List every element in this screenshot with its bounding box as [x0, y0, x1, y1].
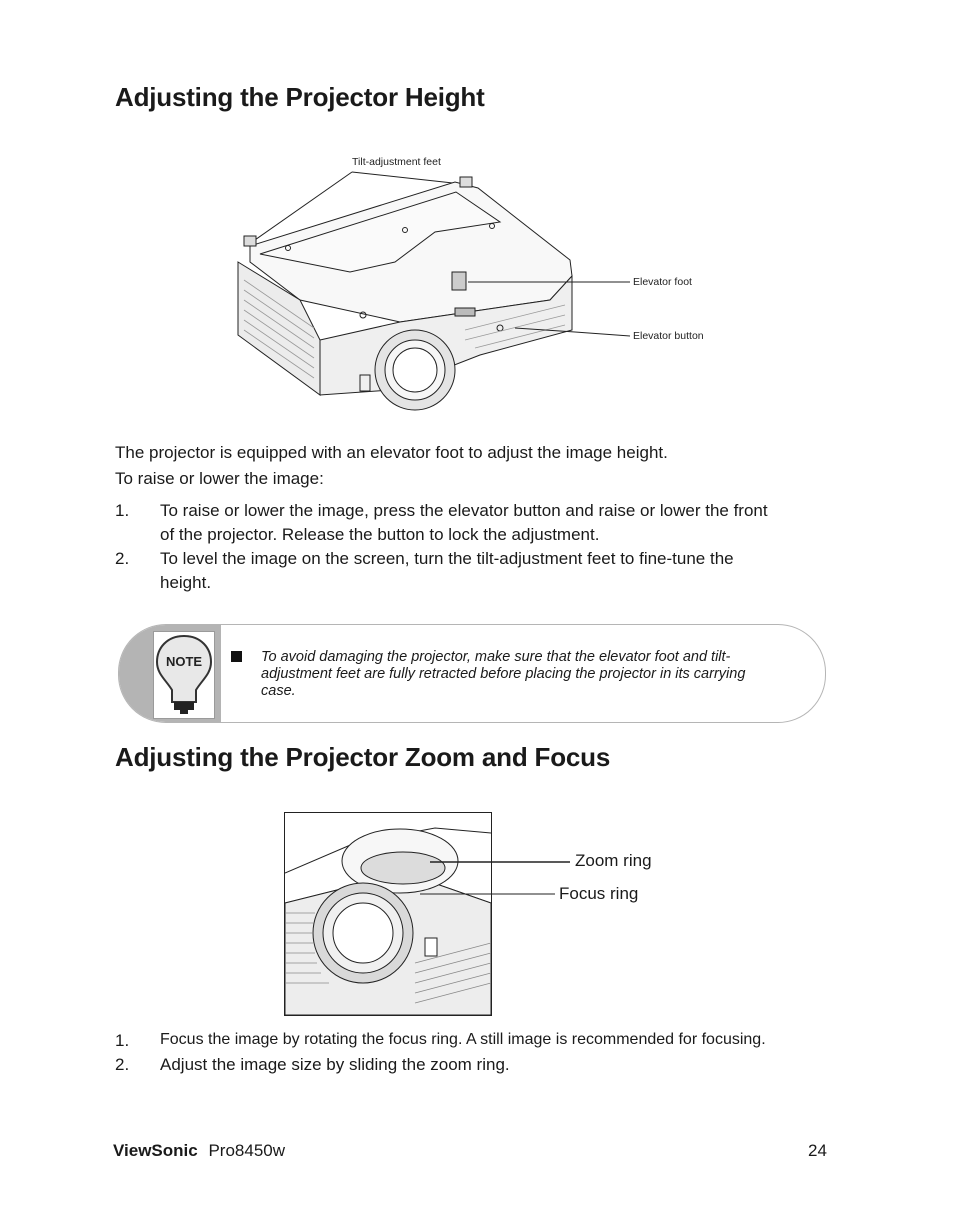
- step-text: To level the image on the screen, turn the tilt-adjustment feet to fine-tune the: [160, 549, 734, 568]
- note-badge-text: NOTE: [165, 654, 203, 669]
- note-line: case.: [261, 683, 296, 699]
- footer-model: Pro8450w: [208, 1141, 286, 1160]
- footer-brand-model: [113, 1141, 285, 1161]
- footer-brand: ViewSonic: [113, 1141, 198, 1160]
- step-number: 1.: [115, 501, 130, 520]
- step-text: To raise or lower the image, press the elevator button and raise or lower the front: [160, 501, 768, 520]
- section-title-zoom-focus: Adjusting the Projector Zoom and Focus: [115, 742, 611, 772]
- label-elevator-button: Elevator button: [633, 330, 704, 342]
- label-elevator-foot: Elevator foot: [633, 276, 692, 288]
- label-tilt-feet: Tilt-adjustment feet: [352, 156, 441, 168]
- bullet-icon: [231, 651, 242, 662]
- note-line: adjustment feet are fully retracted before placing the projector in its carrying: [261, 666, 746, 682]
- note-line: To avoid damaging the projector, make sure that the elevator foot and tilt-: [261, 649, 731, 665]
- step-number: 2.: [115, 549, 130, 568]
- label-focus-ring: Focus ring: [559, 884, 639, 903]
- step-number: 2.: [115, 1055, 130, 1074]
- step-number: 1.: [115, 1031, 130, 1050]
- note-text: [261, 649, 809, 700]
- note-icon: [153, 631, 215, 719]
- intro-text: The projector is equipped with an elevator foot to adjust the image height.: [115, 443, 668, 462]
- zoom-focus-callouts: [400, 850, 580, 900]
- section-title-height: Adjusting the Projector Height: [115, 82, 485, 112]
- step-text: Focus the image by rotating the focus ring. A still image is recommended for focusing.: [160, 1031, 766, 1048]
- label-zoom-ring: Zoom ring: [575, 851, 652, 870]
- page-number: 24: [808, 1141, 827, 1160]
- step-text: of the projector. Release the button to lock the adjustment.: [160, 525, 600, 544]
- note-box: [118, 624, 826, 723]
- zoom-focus-illustration: [285, 813, 491, 1015]
- step-text: height.: [160, 573, 212, 592]
- intro-text-2: To raise or lower the image:: [115, 469, 324, 488]
- step-text: Adjust the image size by sliding the zoom ring.: [160, 1055, 510, 1074]
- zoom-focus-figure: [284, 812, 492, 1016]
